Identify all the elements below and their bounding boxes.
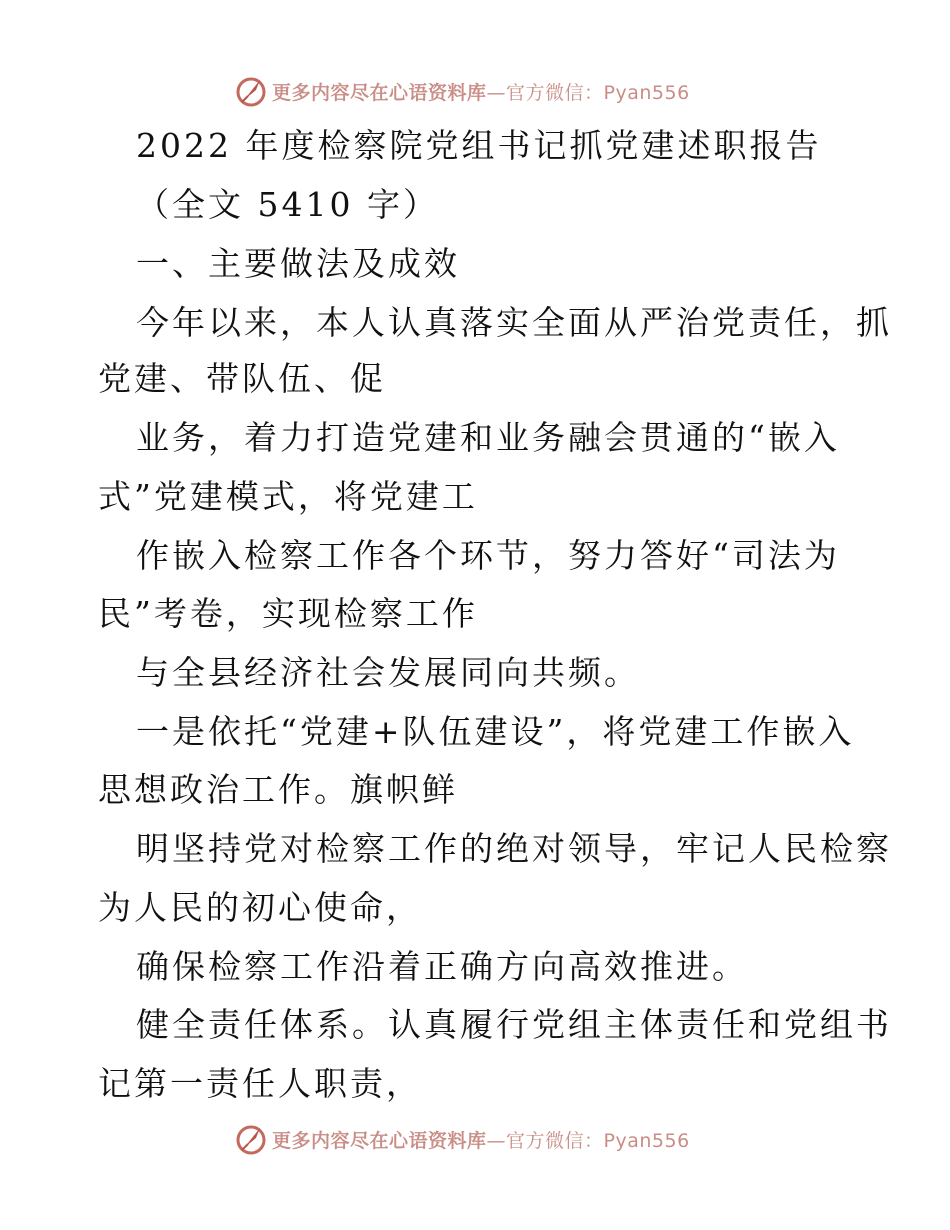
paragraph-line: 为人民的初心使命， (98, 888, 422, 927)
paragraph-line: 业务，着力打造党建和业务融会贯通的“嵌入 (136, 418, 840, 457)
paragraph-line: 确保检察工作沿着正确方向高效推进。 (136, 947, 748, 986)
quill-logo-icon (234, 74, 268, 108)
paragraph-line: 今年以来，本人认真落实全面从严治党责任，抓 (136, 303, 892, 342)
watermark-header (0, 71, 950, 111)
paragraph-line: 记第一责任人职责， (98, 1064, 422, 1103)
document-subtitle: （全文 5410 字） (136, 185, 439, 224)
watermark-dash: — (486, 81, 507, 104)
paragraph-line: 民”考卷，实现检察工作 (98, 594, 478, 633)
watermark-contact-text: 官方微信：Pyan556 (506, 81, 690, 104)
section-heading: 一、主要做法及成效 (136, 244, 460, 283)
watermark-dash: — (486, 1129, 507, 1152)
paragraph-line: 一是依托“党建+队伍建设”，将党建工作嵌入 (136, 712, 855, 751)
watermark-contact-text: 官方微信：Pyan556 (506, 1129, 690, 1152)
paragraph-line: 与全县经济社会发展同向共频。 (136, 653, 640, 692)
paragraph-line: 明坚持党对检察工作的绝对领导，牢记人民检察 (136, 829, 892, 868)
paragraph-line: 思想政治工作。旗帜鲜 (98, 770, 458, 809)
watermark-site-text: 更多内容尽在心语资料库 (272, 81, 487, 104)
watermark-site-text: 更多内容尽在心语资料库 (272, 1129, 487, 1152)
paragraph-line: 党建、带队伍、促 (98, 359, 386, 398)
document-title: 2022 年度检察院党组书记抓党建述职报告 (136, 126, 822, 165)
paragraph-line: 作嵌入检察工作各个环节，努力答好“司法为 (136, 536, 840, 575)
quill-logo-icon (234, 1122, 268, 1156)
watermark-footer (0, 1119, 950, 1159)
paragraph-line: 健全责任体系。认真履行党组主体责任和党组书 (136, 1005, 892, 1044)
paragraph-line: 式”党建模式，将党建工 (98, 477, 478, 516)
